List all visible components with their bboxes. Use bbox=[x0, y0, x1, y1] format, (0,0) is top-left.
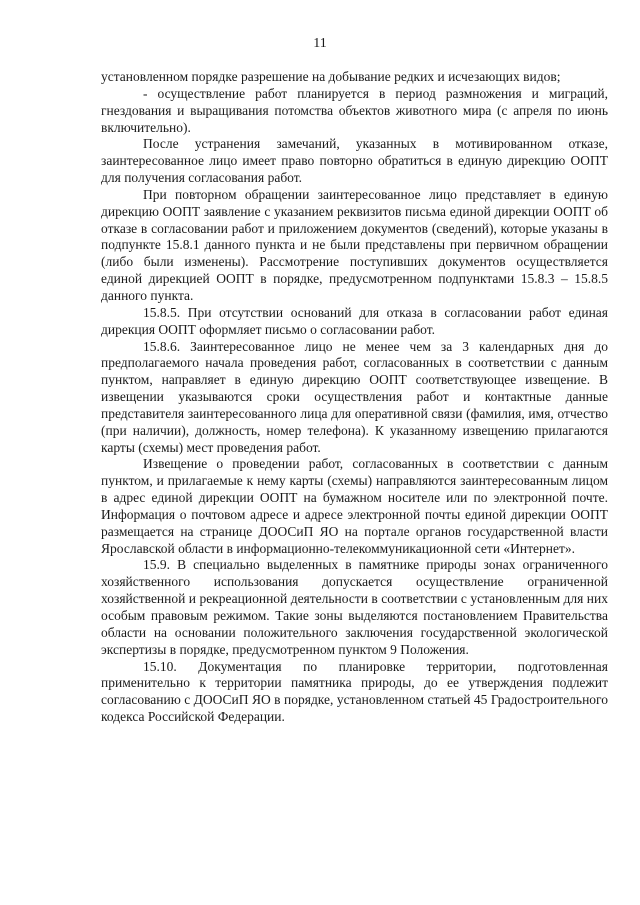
paragraph-15-10: 15.10. Документация по планировке территории, подготовленная применительно к территории памятника природы, до ее утверждения подлежит согласованию с ДООСиП ЯО в порядке, установленном статьей 45 Градостроительного кодекса Российской Федерации. bbox=[101, 658, 608, 725]
paragraph-permit-continuation: установленном порядке разрешение на добывание редких и исчезающих видов; bbox=[101, 69, 561, 84]
paragraph-15-8-6: 15.8.6. Заинтересованное лицо не менее чем за 3 календарных дня до предполагаемого начала проведения работ, согласованных в соответствии с данным пунктом, направляет в единую дирекцию ООПТ соответствующее извещение. В извещении указываются сроки осуществления работ и контактные данные представителя заинтересованного лица для оперативной связи (фамилия, имя, отчество (при наличии), должность, номер телефона). К указанному извещению прилагаются карты (схемы) мест проведения работ. bbox=[101, 338, 608, 455]
paragraph-breeding-period: - осуществление работ планируется в период размножения и миграций, гнездования и выращивания потомства объектов животного мира (с апреля по июнь включительно). bbox=[101, 85, 608, 135]
paragraph-15-8-5: 15.8.5. При отсутствии оснований для отказа в согласовании работ единая дирекция ООПТ оформляет письмо о согласовании работ. bbox=[101, 304, 608, 337]
paragraph-resubmission-right: После устранения замечаний, указанных в мотивированном отказе, заинтересованное лицо имеет право повторно обратиться в единую дирекцию ООПТ для получения согласования работ. bbox=[101, 136, 608, 186]
paragraph-15-9: 15.9. В специально выделенных в памятнике природы зонах ограниченного хозяйственного использования допускается осуществление ограниченной хозяйственной и рекреационной деятельности в соответствии с установленным для них особым правовым режимом. Такие зоны выделяются постановлением Правительства области на основании положительного заключения государственной экологической экспертизы в порядке, предусмотренном пунктом 9 Положения. bbox=[101, 557, 608, 657]
page-number: 11 bbox=[313, 36, 327, 51]
paragraph-repeat-application: При повторном обращении заинтересованное лицо представляет в единую дирекцию ООПТ заявление с указанием реквизитов письма единой дирекции ООПТ об отказе в согласовании работ и приложением документов (сведений), которые указаны в подпункте 15.8.1 данного пункта и не были представлены при первичном обращении (либо были изменены). Рассмотрение поступивших документов осуществляется единой дирекцией ООПТ в порядке, предусмотренном подпунктами 15.8.3 – 15.8.5 данного пункта. bbox=[101, 186, 608, 303]
paragraph-notice-delivery: Извещение о проведении работ, согласованных в соответствии с данным пунктом, и прилагаемые к нему карты (схемы) направляются заинтересованным лицом в адрес единой дирекции ООПТ на бумажном носителе или по электронной почте. Информация о почтовом адресе и адресе электронной почты единой дирекции ООПТ размещается на странице ДООСиП ЯО на портале органов государственной власти Ярославской области в информационно-телекоммуникационной сети «Интернет». bbox=[101, 456, 608, 556]
document-body bbox=[101, 69, 608, 726]
